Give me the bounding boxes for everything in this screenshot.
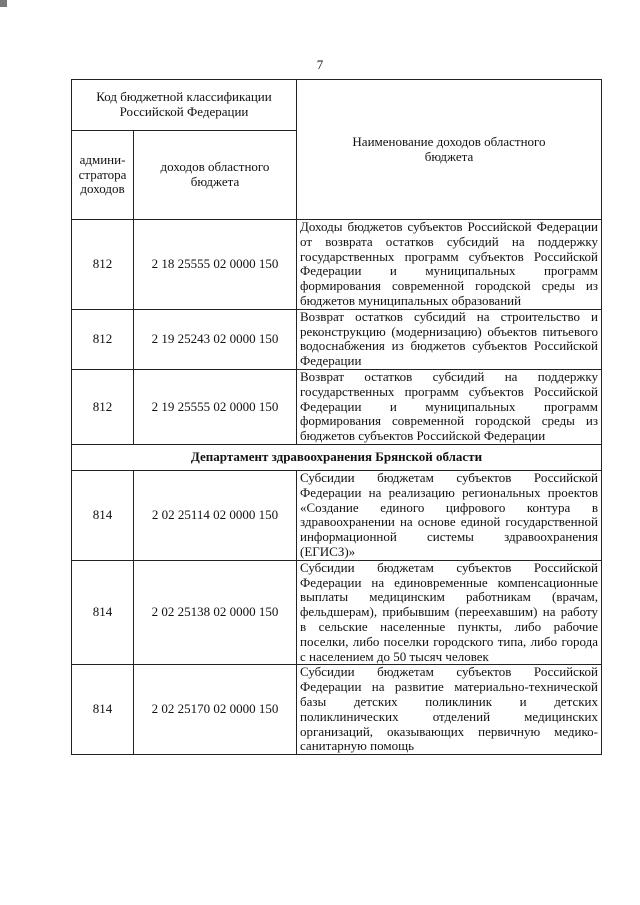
table-header-row: [72, 80, 602, 131]
header-budget-code-group: Код бюджетной классификации Российской Федерации: [72, 80, 297, 131]
admin-code-cell: 812: [72, 220, 134, 310]
header-administrator: админи-стратора доходов: [72, 131, 134, 220]
admin-code-cell: 812: [72, 309, 134, 369]
page-number: 7: [316, 57, 324, 72]
income-code-cell: 2 02 25114 02 0000 150: [134, 470, 297, 560]
income-code-cell: 2 19 25243 02 0000 150: [134, 309, 297, 369]
income-name-cell: Возврат остатков субсидий на строительство и реконструкцию (модернизацию) объектов питьевого водоснабжения из бюджетов субъектов Российской Федерации: [297, 309, 602, 369]
table-row: [72, 220, 602, 310]
header-income-name: Наименование доходов областного бюджета: [297, 80, 602, 220]
table-row: [72, 369, 602, 444]
budget-classification-table: [71, 79, 602, 755]
income-code-cell: 2 19 25555 02 0000 150: [134, 369, 297, 444]
income-code-cell: 2 18 25555 02 0000 150: [134, 220, 297, 310]
table-row: [72, 470, 602, 560]
income-name-cell: Субсидии бюджетам субъектов Российской Федерации на реализацию региональных проектов «Создание единого цифрового контура в здравоохранении на основе единой государственной информационной системы здравоохранения (ЕГИСЗ)»: [297, 470, 602, 560]
income-code-cell: 2 02 25138 02 0000 150: [134, 560, 297, 665]
admin-code-cell: 812: [72, 369, 134, 444]
table-row: [72, 309, 602, 369]
income-name-cell: Доходы бюджетов субъектов Российской Федерации от возврата остатков субсидий на поддержку государственных программ субъектов Российской Федерации и муниципальных программ формирования современной городской среды из бюджетов муниципальных образований: [297, 220, 602, 310]
income-name-cell: Возврат остатков субсидий на поддержку государственных программ субъектов Российской Федерации и муниципальных программ формирования современной городской среды из бюджетов субъектов Российской Федерации: [297, 369, 602, 444]
table-row: [72, 560, 602, 665]
income-name-cell: Субсидии бюджетам субъектов Российской Федерации на единовременные компенсационные выплаты медицинским работникам (врачам, фельдшерам), прибывшим (переехавшим) на работу в сельские населенные пункты, либо рабочие поселки, либо поселки городского типа, либо города с населением до 50 тысяч человек: [297, 560, 602, 665]
department-row: [72, 444, 602, 470]
admin-code-cell: 814: [72, 470, 134, 560]
income-code-cell: 2 02 25170 02 0000 150: [134, 665, 297, 755]
income-name-cell: Субсидии бюджетам субъектов Российской Федерации на развитие материально-технической базы детских поликлиник и детских поликлинических отделений медицинских организаций, оказывающих первичную медико-санитарную помощь: [297, 665, 602, 755]
admin-code-cell: 814: [72, 560, 134, 665]
scan-corner-mark: [0, 0, 7, 7]
admin-code-cell: 814: [72, 665, 134, 755]
header-income-code: доходов областного бюджета: [134, 131, 297, 220]
table-row: [72, 665, 602, 755]
department-title: Департамент здравоохранения Брянской области: [72, 444, 602, 470]
